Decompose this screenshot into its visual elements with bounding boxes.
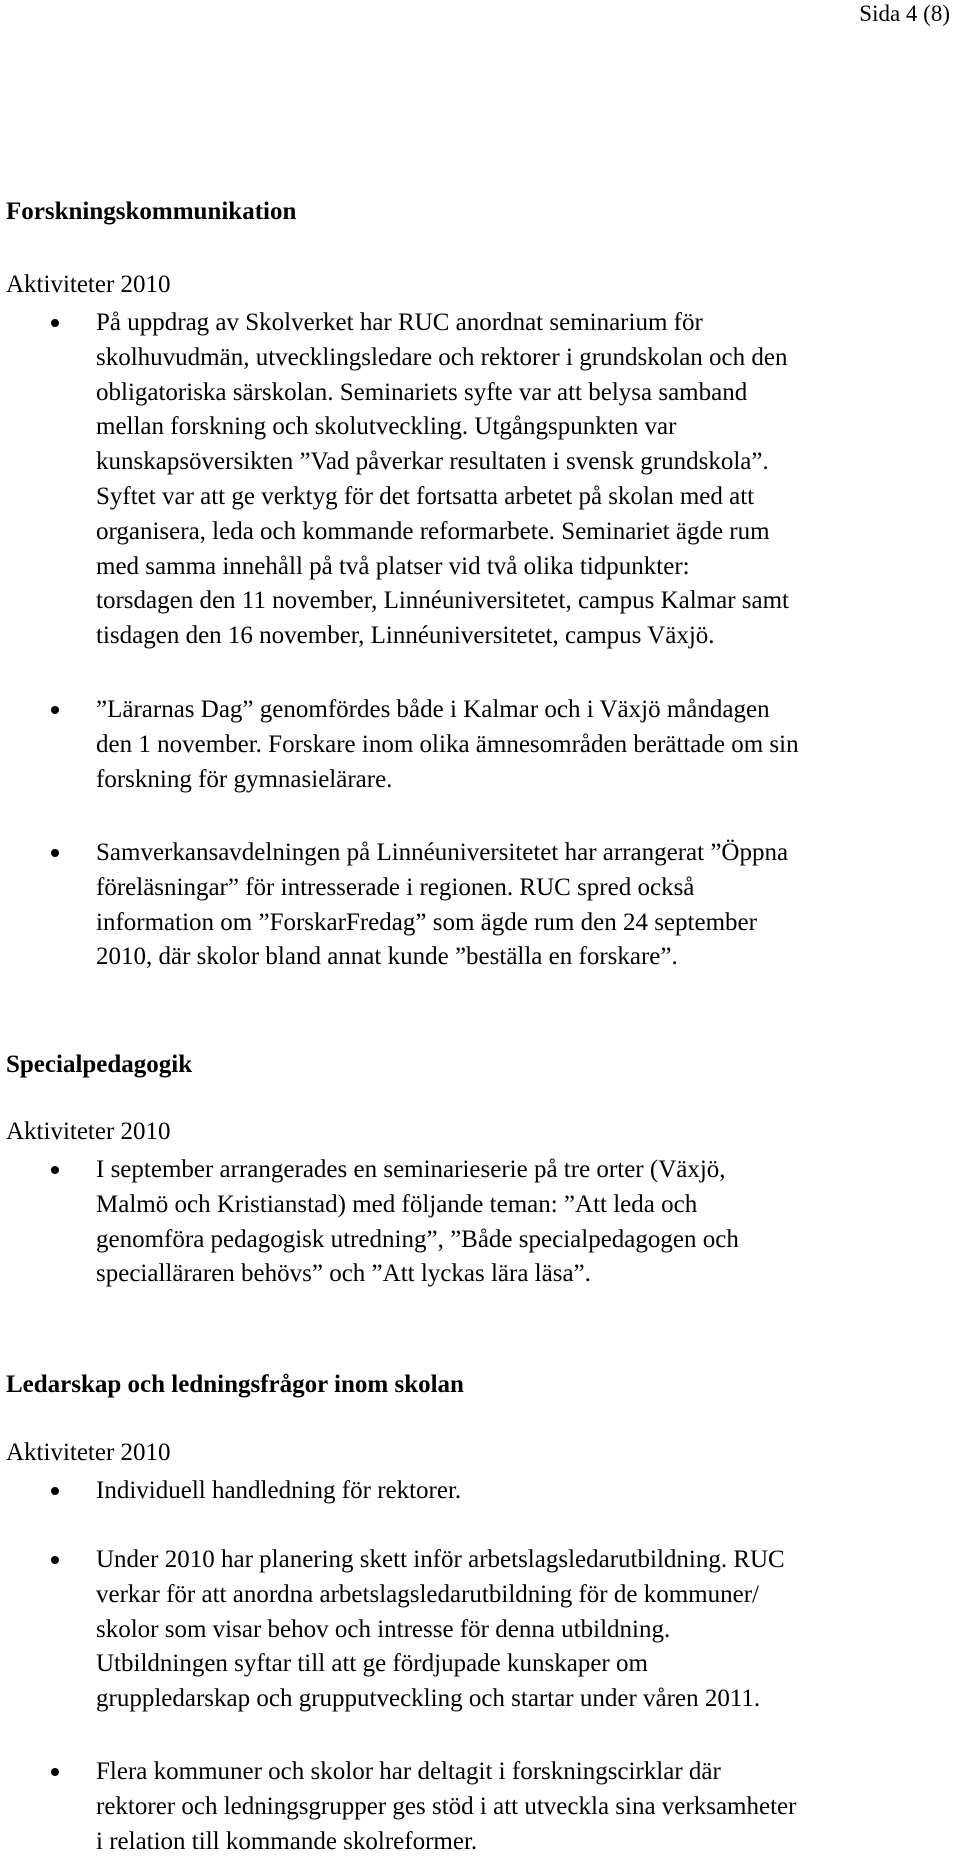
section-heading-forskningskommunikation: Forskningskommunikation	[6, 198, 297, 225]
list-item-line: Flera kommuner och skolor har deltagit i forskningscirklar där	[96, 1758, 721, 1785]
section-subheading: Aktiviteter 2010	[6, 271, 171, 298]
list-item-line: Under 2010 har planering skett inför arbetslagsledarutbildning. RUC	[96, 1546, 785, 1573]
list-item	[96, 1755, 954, 1859]
list-item-line: 2010, där skolor bland annat kunde ”beställa en forskare”.	[96, 943, 678, 971]
list-item-line: med samma innehåll på två platser vid två olika tidpunkter:	[96, 552, 690, 580]
list-item	[96, 306, 954, 654]
list-item-line: På uppdrag av Skolverket har RUC anordnat seminarium för	[96, 309, 703, 336]
list-item	[96, 1474, 954, 1509]
section-subheading: Aktiviteter 2010	[6, 1439, 171, 1466]
list-item-line: föreläsningar” för intresserade i regionen. RUC spred också	[96, 873, 695, 901]
list-item-line: gruppledarskap och grupputveckling och startar under våren 2011.	[96, 1685, 761, 1713]
list-item-line: i relation till kommande skolreformer.	[96, 1827, 478, 1855]
list-item-line: ”Lärarnas Dag” genomfördes både i Kalmar och i Växjö måndagen	[96, 696, 770, 723]
list-item-line: Samverkansavdelningen på Linnéuniversitetet har arrangerat ”Öppna	[96, 839, 789, 866]
page-number: Sida 4 (8)	[859, 1, 950, 26]
list-item-line: tisdagen den 16 november, Linnéuniversitetet, campus Växjö.	[96, 622, 715, 650]
list-item-line: den 1 november. Forskare inom olika ämnesområden berättade om sin	[96, 730, 799, 758]
list-item-line: Utbildningen syftar till att ge fördjupade kunskaper om	[96, 1650, 648, 1678]
list-item-line: rektorer och ledningsgrupper ges stöd i att utveckla sina verksamheter	[96, 1792, 797, 1820]
list-item	[96, 1543, 954, 1717]
section-heading-ledarskap: Ledarskap och ledningsfrågor inom skolan	[6, 1371, 464, 1398]
list-item-line: verkar för att anordna arbetslagsledarutbildning för de kommuner/	[96, 1580, 759, 1608]
list-item	[96, 1153, 954, 1292]
list-item-line: Individuell handledning för rektorer.	[96, 1477, 462, 1504]
list-item-line: obligatoriska särskolan. Seminariets syfte var att belysa samband	[96, 378, 748, 406]
list-item-line: Syftet var att ge verktyg för det fortsatta arbetet på skolan med att	[96, 482, 755, 510]
list-item	[96, 836, 954, 975]
list-item-line: forskning för gymnasielärare.	[96, 765, 393, 793]
list-item-line: mellan forskning och skolutveckling. Utgångspunkten var	[96, 413, 677, 441]
list-item-line: torsdagen den 11 november, Linnéuniversitetet, campus Kalmar samt	[96, 587, 790, 615]
list-item-line: organisera, leda och kommande reformarbete. Seminariet ägde rum	[96, 517, 770, 545]
list-item-line: skolhuvudmän, utvecklingsledare och rektorer i grundskolan och den	[96, 343, 788, 371]
section-heading-specialpedagogik: Specialpedagogik	[6, 1051, 193, 1078]
list-item-line: skolor som visar behov och intresse för denna utbildning.	[96, 1615, 671, 1643]
section-subheading: Aktiviteter 2010	[6, 1118, 171, 1145]
list-item	[96, 693, 954, 797]
list-item-line: genomföra pedagogisk utredning”, ”Både specialpedagogen och	[96, 1225, 739, 1253]
list-item-line: information om ”ForskarFredag” som ägde rum den 24 september	[96, 908, 757, 936]
list-item-line: specialläraren behövs” och ”Att lyckas lära läsa”.	[96, 1260, 591, 1288]
list-item-line: kunskapsöversikten ”Vad påverkar resultaten i svensk grundskola”.	[96, 448, 769, 476]
list-item-line: I september arrangerades en seminarieserie på tre orter (Växjö,	[96, 1156, 726, 1183]
list-item-line: Malmö och Kristianstad) med följande teman: ”Att leda och	[96, 1190, 698, 1218]
